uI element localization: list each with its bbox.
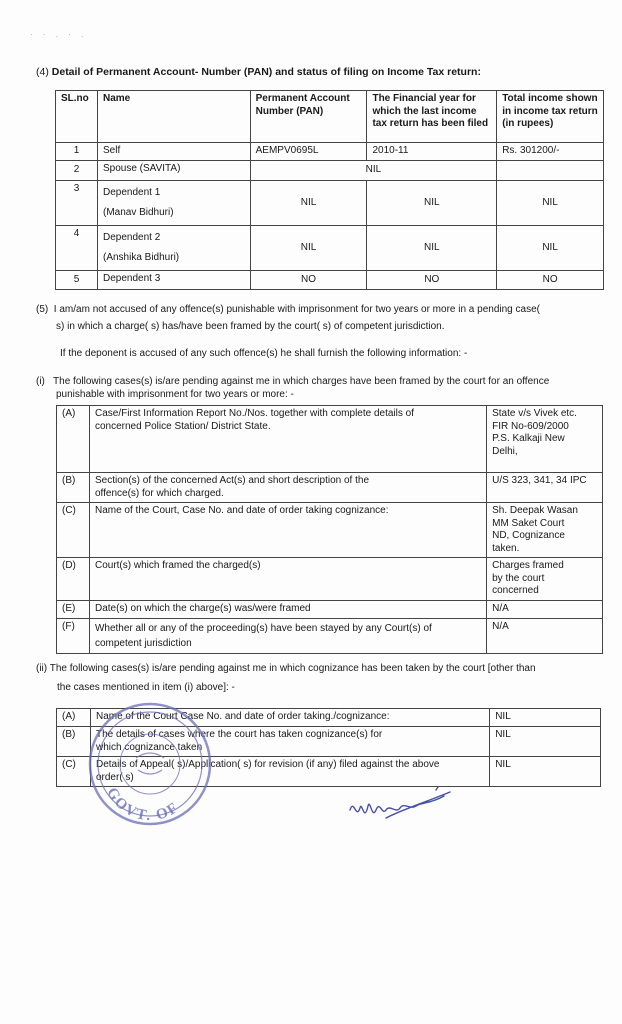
row-name: Dependent 3 — [97, 271, 250, 290]
row-label: (D) — [57, 558, 90, 601]
section-5-line1 — [36, 301, 616, 318]
row-slno: 4 — [56, 226, 98, 271]
charges-table — [56, 405, 603, 654]
row-label: (C) — [57, 503, 90, 558]
row-description — [89, 618, 486, 653]
value-line2: MM Saket Court — [492, 517, 565, 529]
seal-text: GOVT. OF — [103, 785, 183, 825]
table-row — [57, 406, 603, 473]
section-5-line2: s) in which a charge( s) has/have been framed by the court( s) of competent jurisdiction. — [56, 321, 445, 332]
sub-i-number: (i) — [36, 376, 45, 387]
row-label: (A) — [57, 709, 91, 727]
row-income: NIL — [497, 181, 604, 226]
row-name-line1: Dependent 2 — [102, 232, 161, 243]
table-row — [57, 473, 603, 503]
row-value — [487, 558, 603, 601]
table-row — [56, 143, 604, 161]
sub-i-line2: punishable with imprisonment for two years or more: - — [56, 389, 294, 400]
pan-table — [55, 90, 604, 290]
row-description: Court(s) which framed the charged(s) — [89, 558, 486, 601]
row-income — [497, 161, 604, 181]
desc-line2: offence(s) for which charged. — [94, 487, 224, 499]
row-description: Date(s) on which the charge(s) was/were framed — [89, 600, 486, 618]
desc-line1: Details of Appeal( s)/Application( s) for revision (if any) filed against the above — [95, 759, 440, 770]
row-financial-year: NIL — [367, 226, 497, 271]
scan-specks: · · . · . — [30, 30, 88, 39]
row-pan: AEMPV0695L — [250, 143, 367, 161]
value-line3: ND, Cognizance — [492, 530, 565, 541]
section-4-title: Detail of Permanent Account- Number (PAN) and status of filing on Income Tax return: — [51, 66, 481, 78]
value-line4: taken. — [492, 542, 520, 554]
row-pan: NO — [250, 271, 367, 290]
desc-line1: The details of cases where the court has taken cognizance(s) for — [95, 729, 383, 740]
row-value: N/A — [487, 618, 603, 653]
row-income: NO — [497, 271, 604, 290]
row-value: NIL — [490, 727, 601, 757]
sub-ii-text1: The following cases(s) is/are pending against me in which cognizance has been taken by the court [other than — [49, 663, 536, 674]
row-label: (F) — [57, 618, 90, 653]
row-label: (B) — [57, 473, 90, 503]
row-financial-year: 2010-11 — [367, 143, 497, 161]
desc-line2: order( s) — [95, 771, 134, 783]
value-line2: by the court — [492, 572, 545, 584]
desc-line2: concerned Police Station/ District State. — [94, 420, 271, 432]
sub-i-text1: The following cases(s) is/are pending against me in which charges have been framed by the court for an offence — [53, 376, 550, 387]
row-description: Name of the Court Case No. and date of order taking./cognizance: — [90, 709, 489, 727]
value-line3: P.S. Kalkaji New — [492, 433, 565, 444]
section-5-text1: I am/am not accused of any offence(s) punishable with imprisonment for two years or more in a pending case( — [53, 304, 540, 315]
row-pan: NIL — [250, 226, 367, 271]
sub-ii-block — [36, 659, 616, 697]
table-row — [56, 181, 604, 226]
svg-text:GOVT. OF — [103, 785, 182, 824]
section-5-block — [36, 301, 616, 335]
desc-line2: which cognizance taken — [95, 741, 203, 753]
value-line1: Sh. Deepak Wasan — [492, 505, 578, 516]
table-row — [57, 618, 603, 653]
value-line1: State v/s Vivek etc. — [492, 408, 577, 419]
row-value: N/A — [487, 600, 603, 618]
table-row — [57, 503, 603, 558]
value-line4: Delhi, — [492, 445, 518, 457]
value-line3: concerned — [492, 585, 539, 596]
value-line2: FIR No-609/2000 — [492, 420, 569, 432]
header-name: Name — [97, 91, 250, 143]
section-5-number: (5) — [36, 304, 49, 315]
row-name-line2: (Anshika Bidhuri) — [102, 252, 180, 263]
row-financial-year: NIL — [250, 161, 497, 181]
official-seal-stamp — [86, 700, 214, 828]
table-row — [57, 600, 603, 618]
section-5-line3: If the deponent is accused of any such offence(s) he shall furnish the following information: - — [60, 348, 468, 359]
header-slno: SL.no — [56, 91, 98, 143]
header-total-income: Total income shown in income tax return (in rupees) — [497, 91, 604, 143]
row-name — [97, 226, 250, 271]
row-income: NIL — [497, 226, 604, 271]
section-4-number: (4) — [36, 66, 49, 78]
sub-ii-line2: the cases mentioned in item (i) above]: - — [57, 682, 235, 693]
row-pan: NIL — [250, 181, 367, 226]
value-line1: Charges framed — [492, 560, 564, 571]
row-value — [487, 406, 603, 473]
desc-line1: Section(s) of the concerned Act(s) and short description of the — [94, 475, 370, 486]
table-row — [56, 271, 604, 290]
sub-ii-line1 — [36, 659, 616, 678]
row-value — [487, 503, 603, 558]
row-value: NIL — [490, 709, 601, 727]
sub-ii-number: (ii) — [36, 663, 48, 674]
row-description — [89, 406, 486, 473]
row-value: U/S 323, 341, 34 IPC — [487, 473, 603, 503]
row-name: Spouse (SAVITA) — [97, 161, 250, 181]
table-row — [56, 161, 604, 181]
desc-line1: Case/First Information Report No./Nos. together with complete details of — [94, 408, 414, 419]
header-pan: Permanent Account Number (PAN) — [250, 91, 367, 143]
row-name: Self — [97, 143, 250, 161]
sub-i-block — [36, 373, 616, 403]
desc-line1: Whether all or any of the proceeding(s) have been stayed by any Court(s) of — [94, 622, 432, 634]
row-label: (A) — [57, 406, 90, 473]
signature — [346, 780, 456, 830]
row-income: Rs. 301200/- — [497, 143, 604, 161]
table-row — [57, 558, 603, 601]
pan-table-header — [56, 91, 604, 143]
row-name-line1: Dependent 1 — [102, 187, 161, 198]
row-financial-year: NO — [367, 271, 497, 290]
desc-line2: competent jurisdiction — [94, 637, 192, 649]
row-slno: 5 — [56, 271, 98, 290]
row-name — [97, 181, 250, 226]
header-financial-year: The Financial year for which the last income tax return has been filed — [367, 91, 497, 143]
row-name-line2: (Manav Bidhuri) — [102, 207, 174, 218]
row-slno: 1 — [56, 143, 98, 161]
row-slno: 3 — [56, 181, 98, 226]
section-4-heading — [36, 66, 481, 78]
row-description — [89, 473, 486, 503]
row-slno: 2 — [56, 161, 98, 181]
row-label: (B) — [57, 727, 91, 757]
row-description: Name of the Court, Case No. and date of order taking cognizance: — [89, 503, 486, 558]
table-row — [56, 226, 604, 271]
row-label: (C) — [57, 757, 91, 787]
row-value: NIL — [490, 757, 601, 787]
row-financial-year: NIL — [367, 181, 497, 226]
row-label: (E) — [57, 600, 90, 618]
